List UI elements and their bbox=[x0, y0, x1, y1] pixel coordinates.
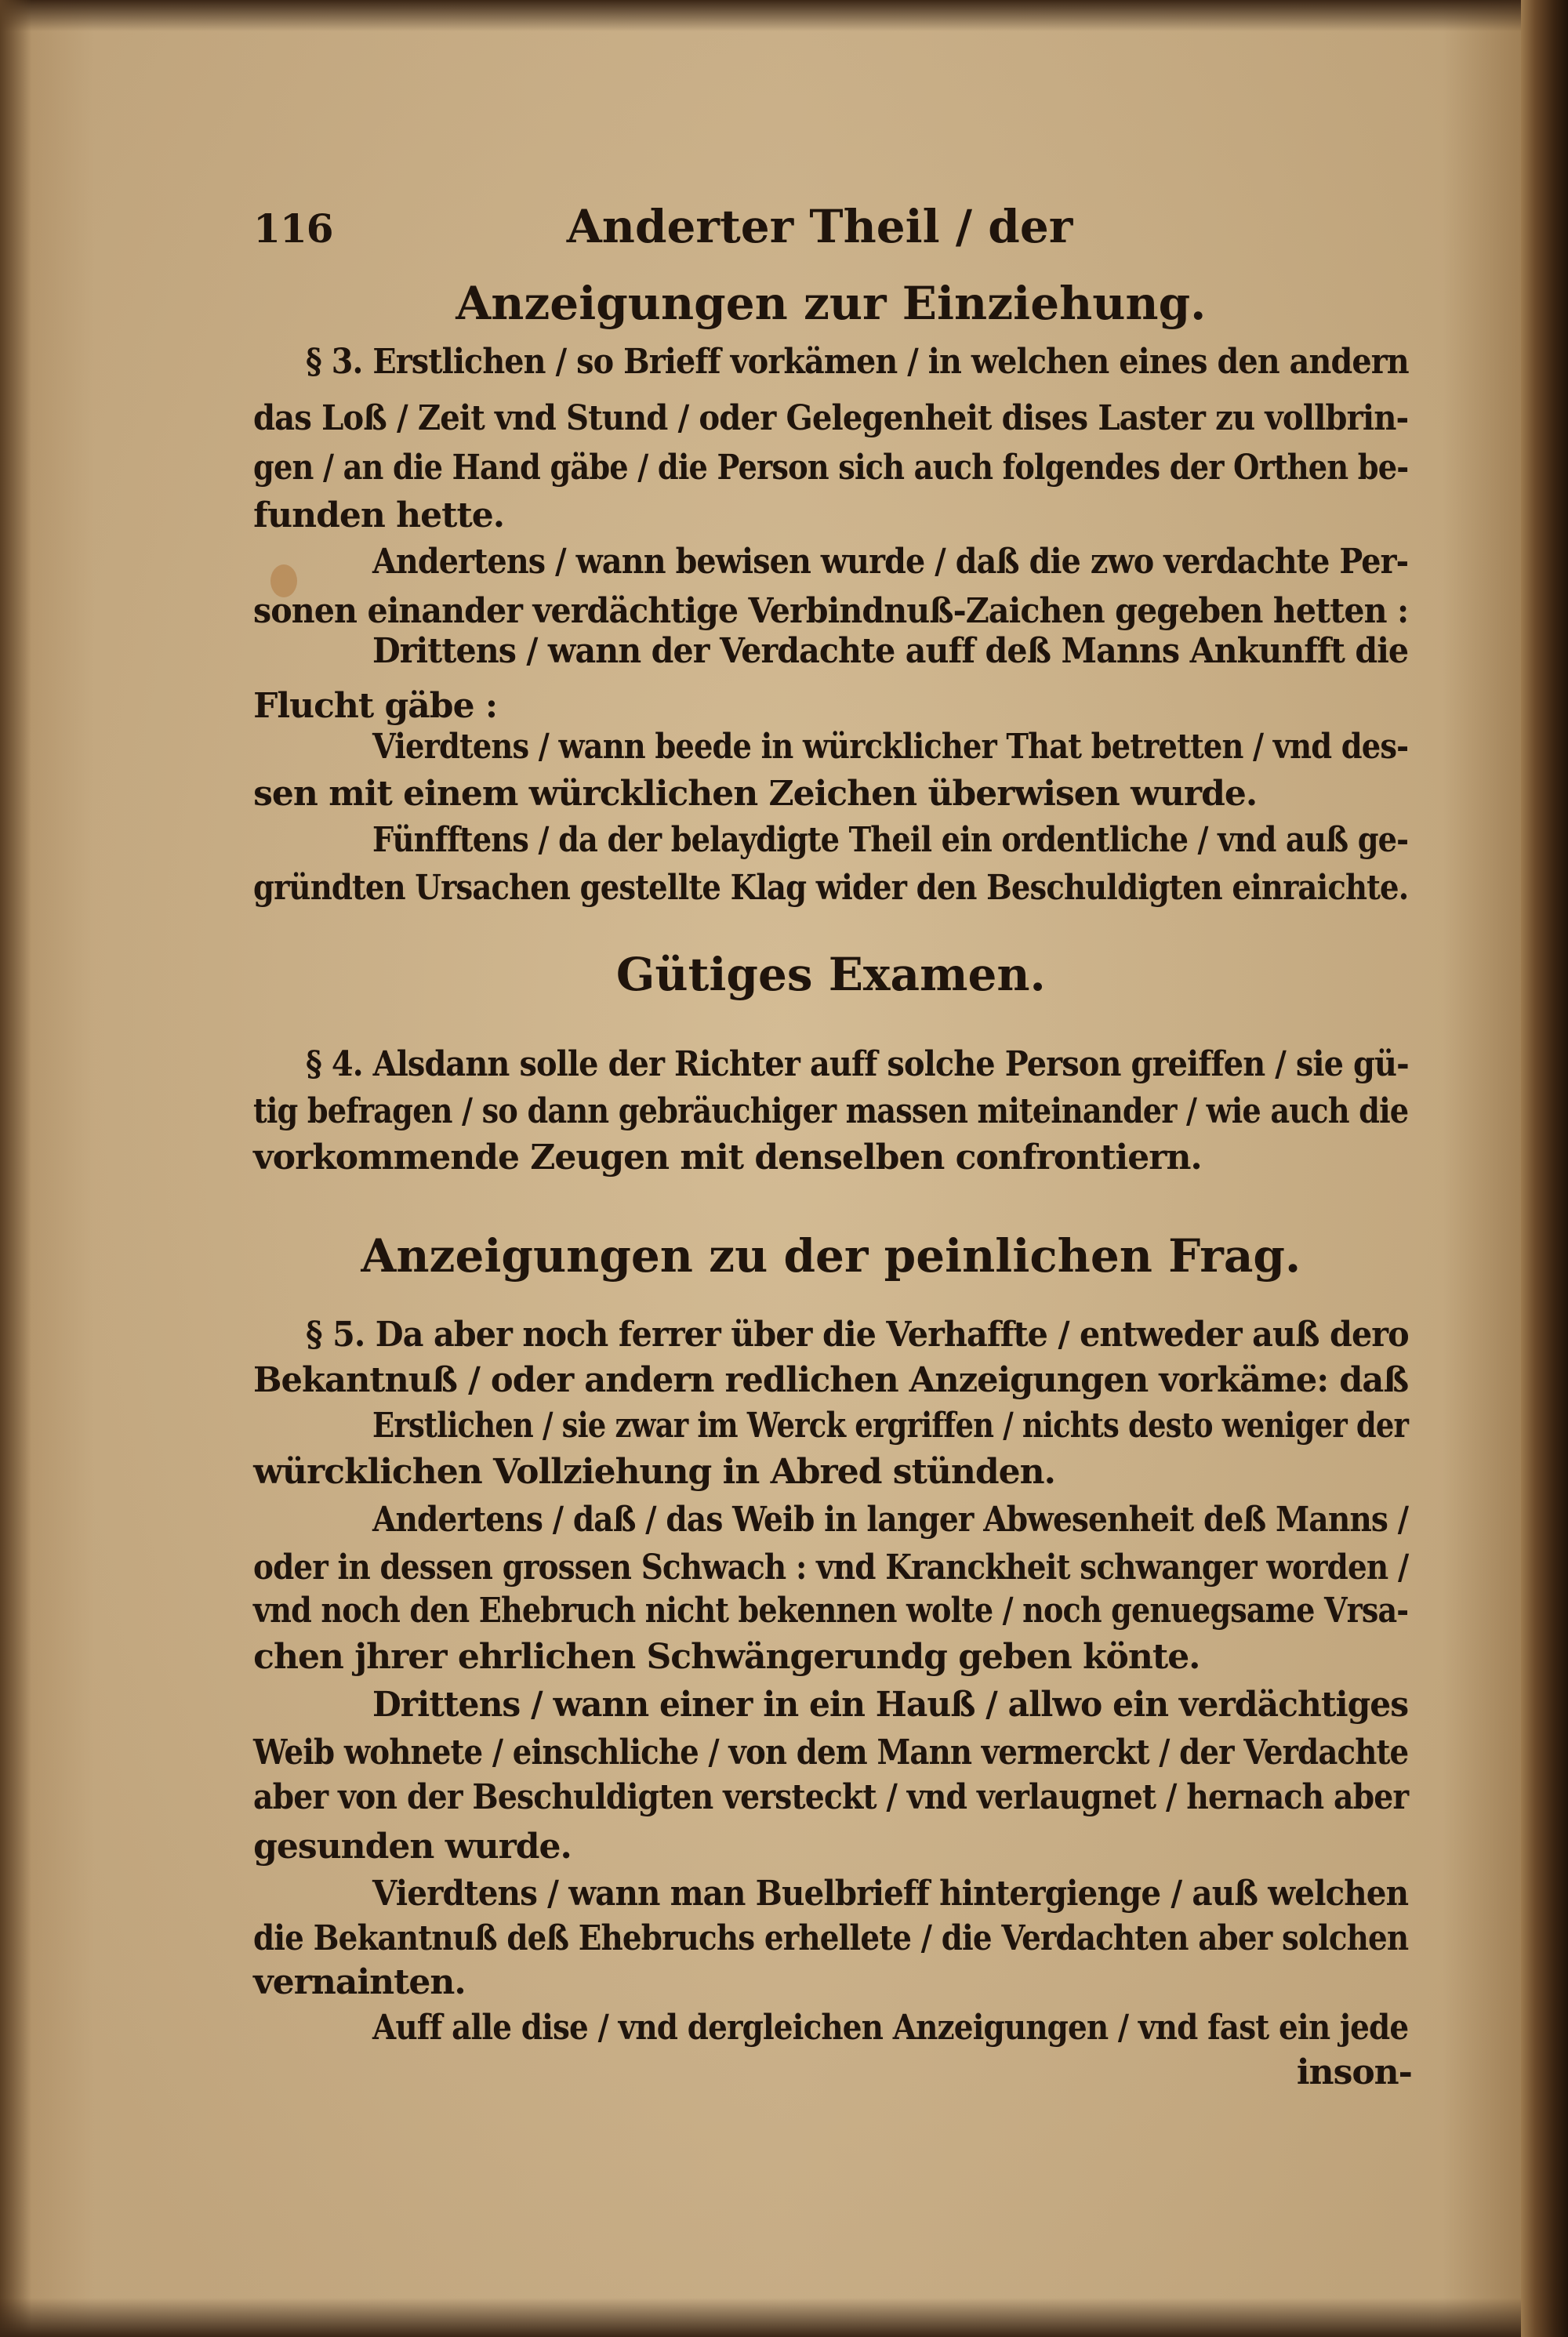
text-line: Andertens / daß / das Weib in langer Abwesenheit deß Manns / bbox=[372, 1500, 1409, 1540]
text-line: das Loß / Zeit vnd Stund / oder Gelegenheit dises Laster zu vollbrin- bbox=[253, 398, 1409, 439]
text-line: Fünfftens / da der belaydigte Theil ein ordentliche / vnd auß ge- bbox=[372, 820, 1409, 861]
text-line: Drittens / wann der Verdachte auff deß Manns Ankunfft die bbox=[372, 630, 1409, 671]
text-line: sen mit einem würcklichen Zeichen überwisen wurde. bbox=[253, 774, 1258, 815]
page-edge-bottom bbox=[0, 2298, 1568, 2337]
text-line: sonen einander verdächtige Verbindnuß-Zaichen gegeben hetten : bbox=[253, 590, 1409, 631]
text-line: Vierdtens / wann man Buelbrieff hintergienge / auß welchen bbox=[372, 1874, 1409, 1914]
text-line: Auff alle dise / vnd dergleichen Anzeigungen / vnd fast ein jede bbox=[372, 2008, 1409, 2049]
page-edge-left bbox=[0, 0, 31, 2337]
text-line: § 4. Alsdann solle der Richter auff solche Person greiffen / sie gü- bbox=[305, 1043, 1409, 1084]
text-line: § 5. Da aber noch ferrer über die Verhaffte / entweder auß dero bbox=[305, 1315, 1409, 1355]
book-spine bbox=[1521, 0, 1568, 2337]
text-line: vnd noch den Ehebruch nicht bekennen wolte / noch genuegsame Vrsa- bbox=[253, 1591, 1409, 1631]
text-line: die Bekantnuß deß Ehebruchs erhellete / die Verdachten aber solchen bbox=[253, 1918, 1409, 1959]
text-line: Bekantnuß / oder andern redlichen Anzeigungen vorkäme: daß bbox=[253, 1359, 1409, 1400]
text-line: gen / an die Hand gäbe / die Person sich auch folgendes der Orthen be- bbox=[253, 448, 1409, 488]
running-head: Anderter Theil / der bbox=[566, 199, 1073, 253]
text-line: chen jhrer ehrlichen Schwängerundg geben könte. bbox=[253, 1637, 1200, 1678]
catchword: inson- bbox=[1296, 2052, 1412, 2093]
text-line: vorkommende Zeugen mit denselben confrontiern. bbox=[253, 1138, 1202, 1178]
text-line: gründten Ursachen gestellte Klag wider den Beschuldigten einraichte. bbox=[253, 868, 1409, 909]
page-edge-top bbox=[0, 0, 1568, 31]
section-heading: Gütiges Examen. bbox=[615, 947, 1046, 1001]
section-heading: Anzeigungen zu der peinlichen Frag. bbox=[361, 1229, 1301, 1283]
text-line: gesunden wurde. bbox=[253, 1826, 572, 1867]
text-line: Vierdtens / wann beede in würcklicher That betretten / vnd des- bbox=[372, 726, 1409, 767]
text-line: funden hette. bbox=[253, 495, 505, 535]
page-number: 116 bbox=[253, 205, 333, 252]
text-line: § 3. Erstlichen / so Brieff vorkämen / in welchen eines den andern bbox=[305, 342, 1409, 383]
text-line: Erstlichen / sie zwar im Werck ergriffen / nichts desto weniger der bbox=[372, 1406, 1409, 1446]
text-line: vernainten. bbox=[253, 1961, 466, 2002]
text-line: würcklichen Vollziehung in Abred stünden. bbox=[253, 1452, 1055, 1493]
text-line: Weib wohnete / einschliche / von dem Mann vermerckt / der Verdachte bbox=[253, 1732, 1409, 1773]
text-line: aber von der Beschuldigten versteckt / vnd verlaugnet / hernach aber bbox=[253, 1776, 1409, 1817]
text-line: tig befragen / so dann gebräuchiger massen miteinander / wie auch die bbox=[253, 1091, 1409, 1132]
text-line: oder in dessen grossen Schwach : vnd Kranckheit schwanger worden / bbox=[253, 1548, 1409, 1588]
text-line: Drittens / wann einer in ein Hauß / allwo ein verdächtiges bbox=[372, 1684, 1409, 1725]
text-line: Andertens / wann bewisen wurde / daß die zwo verdachte Per- bbox=[372, 541, 1409, 582]
text-line: Flucht gäbe : bbox=[253, 686, 498, 727]
section-heading: Anzeigungen zur Einziehung. bbox=[456, 277, 1207, 331]
